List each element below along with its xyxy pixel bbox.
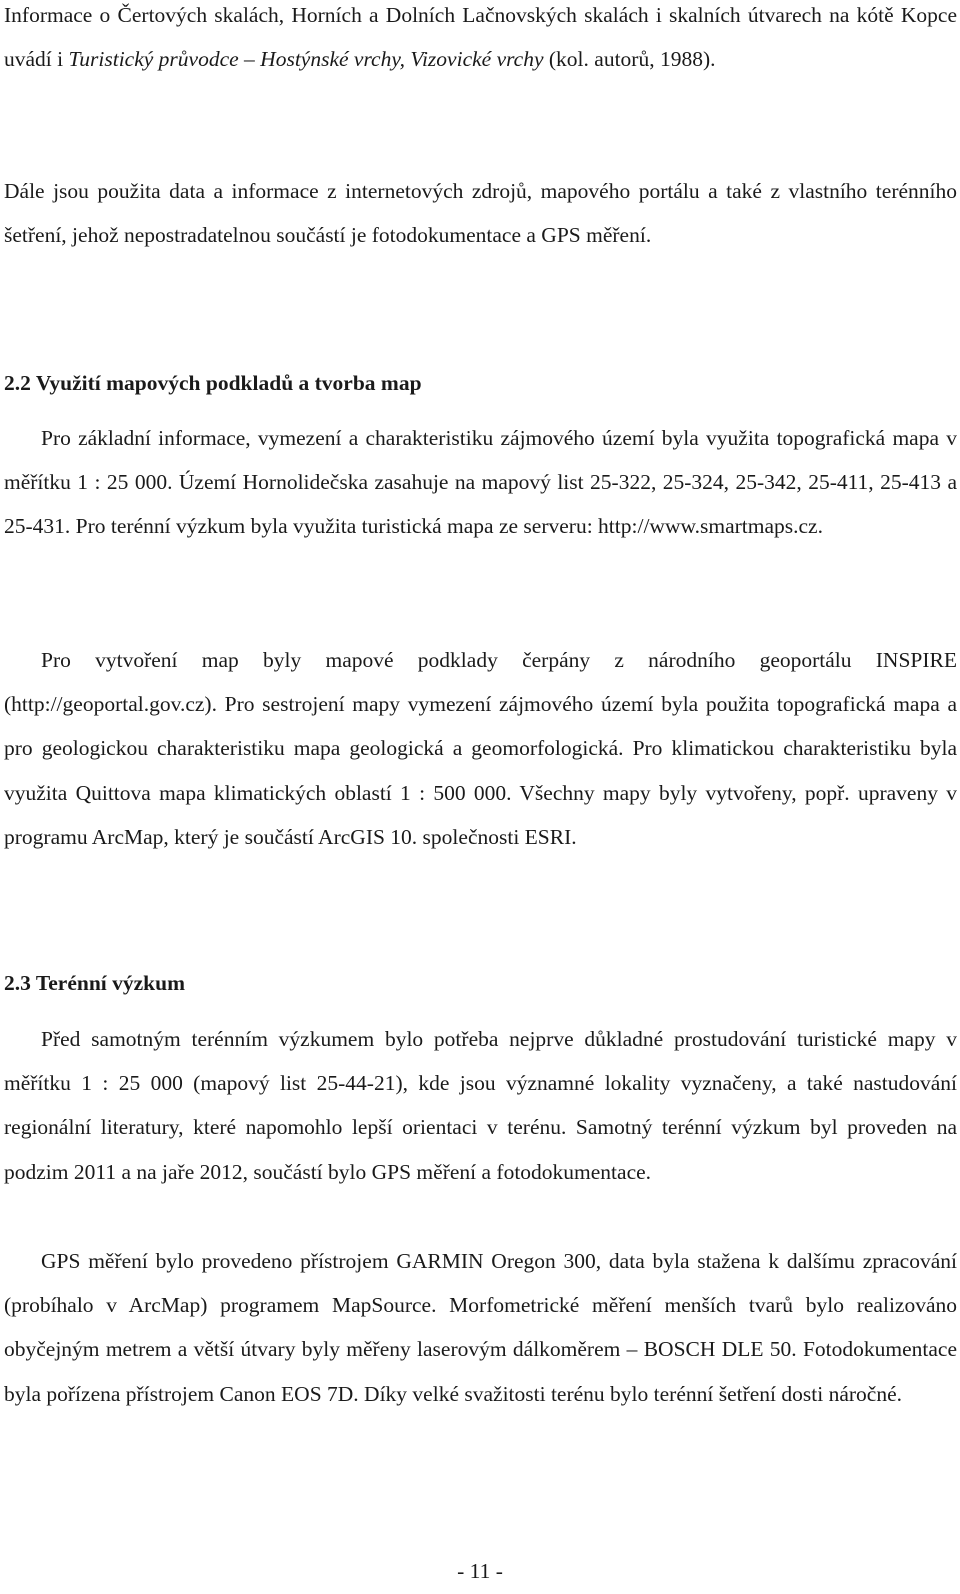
paragraph-sources-internet: Dále jsou použita data a informace z internetových zdrojů, mapového portálu a také z vlastního terénního šetření, jehož nepostradatelnou součástí je fotodokumentace a GPS měření. [4,179,957,248]
paragraph-sources-literature: Informace o Čertových skalách, Horních a Dolních Lačnovských skalách i skalních útvarech na kótě Kopce uvádí i Turistický průvodce – Hostýnské vrchy, Vizovické vrchy (kol. autorů, 1988). [4,3,957,72]
paragraph-map-creation: Pro vytvoření map byly mapové podklady čerpány z národního geoportálu INSPIRE (http://geoportal.gov.cz). Pro sestrojení mapy vymezení zájmového území byla použita topografická mapa a pro geologickou charakteristiku mapa geologická a geomorfologická. Pro klimatickou charakteristiku byla využita Quittova mapa klimatických oblastí 1 : 500 000. Všechny mapy byly vytvořeny, popř. upraveny v programu ArcMap, který je součástí ArcGIS 10. společnosti ESRI. [4,648,957,849]
section-heading-2-3: 2.3 Terénní výzkum [4,971,185,995]
paragraph-map-basis: Pro základní informace, vymezení a charakteristiku zájmového území byla využita topografická mapa v měřítku 1 : 25 000. Území Hornolidečska zasahuje na mapový list 25-322, 25-324, 25-342, 25-411, 25-413 a 25-431. Pro terénní výzkum byla využita turistická mapa ze serveru: http://www.smartmaps.cz. [4,426,957,539]
page-number: - 11 - [457,1559,503,1583]
paragraph-field-research: Před samotným terénním výzkumem bylo potřeba nejprve důkladné prostudování turistické mapy v měřítku 1 : 25 000 (mapový list 25-44-21), kde jsou významné lokality vyznačeny, a také nastudování regionální literatury, které napomohlo lepší orientaci v terénu. Samotný terénní výzkum byl proveden na podzim 2011 a na jaře 2012, součástí bylo GPS měření a fotodokumentace. [4,1027,957,1184]
paragraph-gps-measurement: GPS měření bylo provedeno přístrojem GARMIN Oregon 300, data byla stažena k dalšímu zpracování (probíhalo v ArcMap) programem MapSource. Morfometrické měření menších tvarů bylo realizováno obyčejným metrem a větší útvary byly měřeny laserovým dálkoměrem – BOSCH DLE 50. Fotodokumentace byla pořízena přístrojem Canon EOS 7D. Díky velké svažitosti terénu bylo terénní šetření dosti náročné. [4,1249,957,1406]
cited-title: Turistický průvodce – Hostýnské vrchy, Vizovické vrchy [68,47,544,72]
section-heading-2-2: 2.2 Využití mapových podkladů a tvorba map [4,371,422,395]
